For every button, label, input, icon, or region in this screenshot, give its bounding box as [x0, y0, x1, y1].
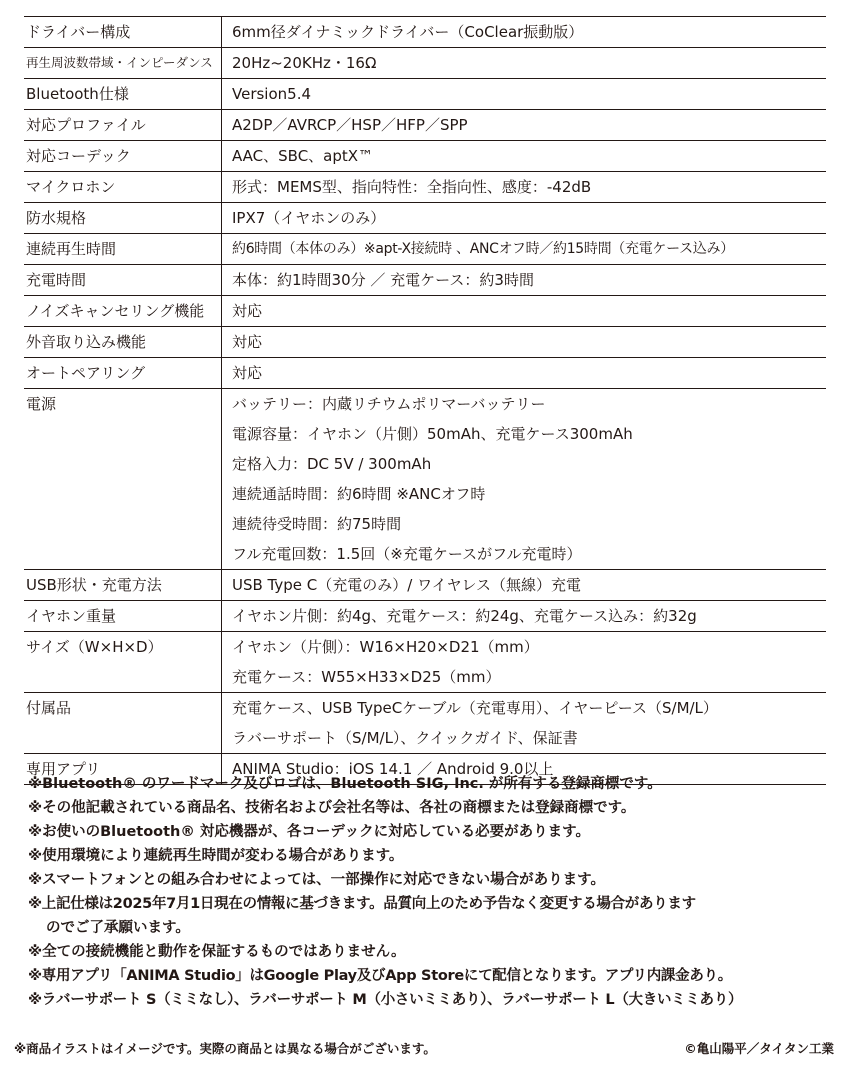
spec-value-line: 6mm径ダイナミックドライバー（CoClear振動版）	[232, 23, 584, 41]
spec-row	[24, 327, 826, 358]
spec-value-line: USB Type C（充電のみ）/ ワイヤレス（無線）充電	[232, 576, 582, 594]
spec-row	[24, 693, 826, 754]
spec-value-line: イヤホン（片側）：W16×H20×D21（mm）	[232, 638, 539, 656]
spec-value-line: 定格入力：DC 5V / 300mAh	[232, 455, 432, 473]
spec-value	[222, 79, 827, 110]
spec-label: マイクロホン	[24, 172, 222, 203]
spec-table-body	[24, 17, 826, 785]
note: ※ラバーサポート S（ミミなし）、ラバーサポート M（小さいミミあり）、ラバーサポート L（大きいミミあり）	[28, 992, 743, 1008]
spec-label: 専用アプリ	[24, 754, 222, 785]
spec-row	[24, 17, 826, 48]
spec-value	[222, 203, 827, 234]
spec-label: ドライバー構成	[24, 17, 222, 48]
spec-value	[222, 693, 827, 754]
spec-value-line: 約6時間（本体のみ）※apt-X接続時 、ANCオフ時／約15時間（充電ケース込み）	[232, 241, 734, 257]
spec-value	[222, 327, 827, 358]
spec-value-line: IPX7（イヤホンのみ）	[232, 209, 386, 227]
note: ※上記仕様は2025年7月1日現在の情報に基づきます。品質向上のため予告なく変更する場合があります	[28, 896, 696, 912]
spec-row	[24, 110, 826, 141]
spec-row	[24, 141, 826, 172]
spec-value-line: A2DP／AVRCP／HSP／HFP／SPP	[232, 116, 468, 134]
spec-value	[222, 389, 827, 570]
spec-label: 対応プロファイル	[24, 110, 222, 141]
footer-disclaimer: ※商品イラストはイメージです。実際の商品とは異なる場合がございます。	[14, 1041, 436, 1056]
spec-value-line: 形式：MEMS型、指向特性：全指向性、感度：-42dB	[232, 178, 592, 196]
spec-label: 再生周波数帯域・インピーダンス	[24, 48, 222, 79]
spec-value-line: バッテリー：内蔵リチウムポリマーバッテリー	[232, 395, 546, 413]
spec-value-line: 電源容量：イヤホン（片側）50mAh、充電ケース300mAh	[232, 425, 633, 443]
spec-value-line: 対応	[232, 364, 263, 382]
spec-row	[24, 79, 826, 110]
note: ※専用アプリ「ANIMA Studio」はGoogle Play及びApp Storeにて配信となります。アプリ内課金あり。	[28, 968, 732, 984]
spec-value-line: 充電ケース：W55×H33×D25（mm）	[232, 668, 501, 686]
spec-row	[24, 632, 826, 693]
spec-row	[24, 265, 826, 296]
spec-value	[222, 570, 827, 601]
spec-row	[24, 389, 826, 570]
spec-row	[24, 296, 826, 327]
note-continuation: のでご了承願います。	[46, 920, 190, 936]
spec-value	[222, 265, 827, 296]
spec-label: 対応コーデック	[24, 141, 222, 172]
spec-label: 防水規格	[24, 203, 222, 234]
note: ※使用環境により連続再生時間が変わる場合があります。	[28, 848, 404, 864]
spec-value-line: 連続待受時間：約75時間	[232, 515, 402, 533]
spec-row	[24, 203, 826, 234]
spec-value-line: Version5.4	[232, 85, 312, 103]
spec-row	[24, 358, 826, 389]
spec-value-line: 対応	[232, 333, 263, 351]
spec-value-line: 20Hz~20KHz・16Ω	[232, 54, 377, 72]
note: ※スマートフォンとの組み合わせによっては、一部操作に対応できない場合があります。	[28, 872, 605, 888]
footer-copyright: ©亀山陽平／タイタン工業	[684, 1041, 834, 1056]
note: ※Bluetooth® のワードマーク及びロゴは、Bluetooth SIG, Inc. が所有する登録商標です。	[28, 776, 662, 792]
spec-label: オートペアリング	[24, 358, 222, 389]
spec-row	[24, 234, 826, 265]
spec-value-line: ANIMA Studio：iOS 14.1 ／ Android 9.0以上	[232, 760, 554, 778]
spec-value	[222, 110, 827, 141]
spec-label: Bluetooth仕様	[24, 79, 222, 110]
spec-label: サイズ（W×H×D）	[24, 632, 222, 693]
spec-value	[222, 48, 827, 79]
spec-label: 付属品	[24, 693, 222, 754]
spec-row	[24, 601, 826, 632]
spec-row	[24, 570, 826, 601]
spec-value-line: 対応	[232, 302, 263, 320]
spec-value-line: 充電ケース、USB TypeCケーブル（充電専用）、イヤーピース（S/M/L）	[232, 699, 718, 717]
spec-value	[222, 234, 827, 265]
spec-label: 充電時間	[24, 265, 222, 296]
spec-row	[24, 48, 826, 79]
spec-label: 電源	[24, 389, 222, 570]
spec-label: 外音取り込み機能	[24, 327, 222, 358]
spec-label: イヤホン重量	[24, 601, 222, 632]
spec-label: USB形状・充電方法	[24, 570, 222, 601]
spec-value	[222, 141, 827, 172]
spec-value-line: イヤホン片側：約4g、充電ケース：約24g、充電ケース込み：約32g	[232, 607, 697, 625]
note: ※全ての接続機能と動作を保証するものではありません。	[28, 944, 406, 960]
spec-value	[222, 172, 827, 203]
spec-label: ノイズキャンセリング機能	[24, 296, 222, 327]
spec-table	[24, 16, 826, 785]
spec-value	[222, 17, 827, 48]
spec-value	[222, 601, 827, 632]
spec-value-line: 連続通話時間：約6時間 ※ANCオフ時	[232, 485, 486, 503]
spec-value-line: フル充電回数：1.5回（※充電ケースがフル充電時）	[232, 545, 582, 563]
spec-row	[24, 172, 826, 203]
note: ※その他記載されている商品名、技術名および会社名等は、各社の商標または登録商標です。	[28, 800, 636, 816]
spec-value	[222, 358, 827, 389]
spec-value	[222, 296, 827, 327]
spec-value-line: ラバーサポート（S/M/L）、クイックガイド、保証書	[232, 729, 578, 747]
spec-value-line: AAC、SBC、aptX™	[232, 147, 374, 165]
note: ※お使いのBluetooth® 対応機器が、各コーデックに対応している必要があります。	[28, 824, 590, 840]
spec-value	[222, 632, 827, 693]
spec-label: 連続再生時間	[24, 234, 222, 265]
spec-value-line: 本体：約1時間30分 ／ 充電ケース：約3時間	[232, 271, 534, 289]
notes-list	[28, 772, 828, 1012]
